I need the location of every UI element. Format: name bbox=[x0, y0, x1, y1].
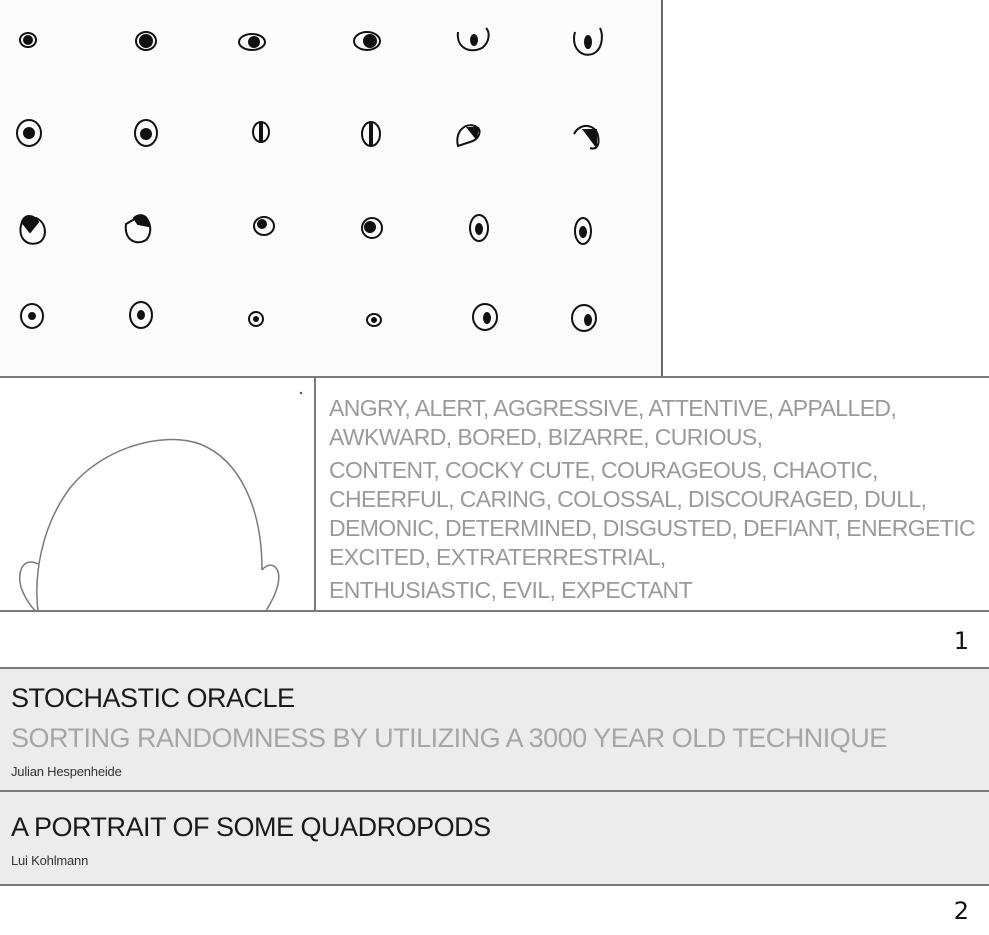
emotion-line: ENTHUSIASTIC, EVIL, EXPECTANT bbox=[329, 577, 693, 603]
emotion-paragraph bbox=[329, 576, 989, 605]
emotion-line: ANGRY, ALERT, AGGRESSIVE, ATTENTIVE, APPALLED, bbox=[329, 395, 897, 421]
project-title: STOCHASTIC ORACLE bbox=[11, 683, 295, 713]
page-number: 2 bbox=[953, 897, 969, 925]
project-entry bbox=[0, 792, 989, 884]
eye-icon bbox=[457, 125, 479, 146]
eye-icon bbox=[130, 302, 152, 328]
project-author: Lui Kohlmann bbox=[11, 853, 89, 868]
eye-icon bbox=[20, 216, 45, 244]
eye-icon bbox=[17, 120, 41, 146]
emotion-line: CONTENT, COCKY CUTE, COURAGEOUS, CHAOTIC, bbox=[329, 457, 878, 483]
eye-icon bbox=[572, 305, 596, 331]
eye-icon bbox=[473, 304, 497, 330]
project-title: A PORTRAIT OF SOME QUADROPODS bbox=[11, 812, 491, 842]
eye-icon bbox=[574, 28, 602, 55]
head-outline-illustration bbox=[0, 378, 313, 611]
eye-grid-illustration bbox=[0, 0, 663, 376]
page-number: 1 bbox=[953, 627, 969, 655]
project-entry bbox=[0, 669, 989, 790]
eye-icon bbox=[470, 215, 488, 241]
eye-icon bbox=[135, 120, 157, 146]
eye-icon bbox=[458, 28, 489, 50]
divider bbox=[0, 610, 989, 612]
project-subtitle: SORTING RANDOMNESS BY UTILIZING A 3000 YEAR OLD TECHNIQUE bbox=[11, 723, 887, 753]
eye-icon bbox=[21, 304, 43, 328]
eye-icon bbox=[254, 217, 274, 235]
eye-icon bbox=[20, 33, 36, 47]
eye-icon bbox=[239, 34, 265, 50]
vertical-divider bbox=[314, 378, 316, 611]
emotion-paragraph bbox=[329, 456, 989, 572]
eye-icon bbox=[126, 215, 150, 242]
eye-icon bbox=[362, 122, 380, 146]
emotion-paragraph bbox=[329, 394, 989, 452]
emotion-line: DEMONIC, DETERMINED, DISGUSTED, DEFIANT, ENERGETIC bbox=[329, 515, 975, 541]
eye-icon bbox=[354, 32, 380, 50]
eye-icon bbox=[574, 126, 599, 149]
head-outline-drawing bbox=[0, 378, 313, 611]
emotion-line: CHEERFUL, CARING, COLOSSAL, DISCOURAGED, DULL, bbox=[329, 486, 927, 512]
emotion-line: AWKWARD, BORED, BIZARRE, CURIOUS, bbox=[329, 424, 763, 450]
eye-icon bbox=[136, 32, 156, 50]
eye-icon bbox=[575, 218, 591, 244]
project-author: Julian Hespenheide bbox=[11, 764, 122, 779]
eye-icon bbox=[253, 122, 269, 142]
eye-icon bbox=[367, 314, 381, 326]
eye-icon bbox=[362, 218, 382, 238]
eye-grid-drawing bbox=[0, 0, 661, 376]
emotion-line: EXCITED, EXTRATERRESTRIAL, bbox=[329, 544, 666, 570]
divider bbox=[0, 884, 989, 886]
emotion-word-list bbox=[329, 394, 989, 609]
eye-icon bbox=[249, 312, 263, 326]
